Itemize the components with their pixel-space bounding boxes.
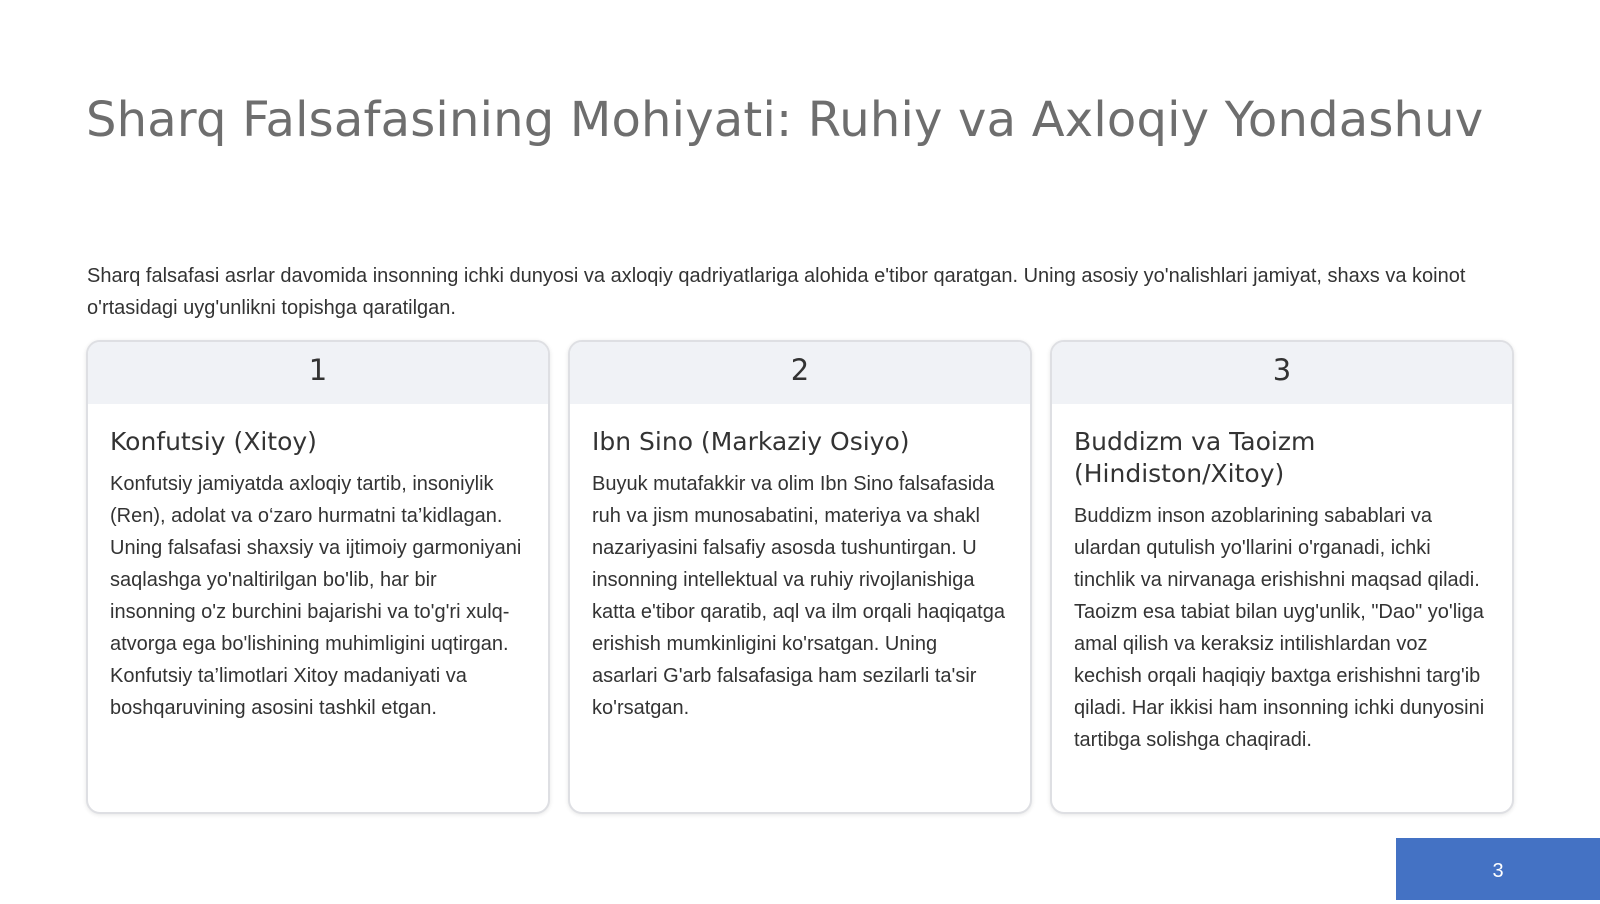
card-ibn-sino — [568, 340, 1032, 814]
card-body — [1052, 404, 1512, 756]
slide-title: Sharq Falsafasining Mohiyati: Ruhiy va Axloqiy Yondashuv — [86, 92, 1484, 148]
card-text: Konfutsiy jamiyatda axloqiy tartib, insoniylik (Ren), adolat va o‘zaro hurmatni ta’kidlagan. Uning falsafasi shaxsiy va ijtimoiy garmoniyani saqlashga yo'naltirilgan bo'lib, har bir insonning o'z burchini bajarishi va to'g'ri xulq-atvorga ega bo'lishining muhimligini uqtirgan. Konfutsiy ta’limotlari Xitoy madaniyati va boshqaruvining asosini tashkil etgan. — [110, 473, 522, 719]
card-title: Konfutsiy (Xitoy) — [110, 427, 317, 456]
card-number: 2 — [570, 342, 1030, 404]
card-row — [86, 340, 1514, 814]
card-title: Ibn Sino (Markaziy Osiyo) — [592, 427, 910, 456]
card-body — [570, 404, 1030, 724]
intro-paragraph: Sharq falsafasi asrlar davomida insonning ichki dunyosi va axloqiy qadriyatlariga alohida e'tibor qaratgan. Uning asosiy yo'nalishlari jamiyat, shaxs va koinot o'rtasidagi uyg'unlikni topishga qaratilgan. — [87, 265, 1466, 319]
page-number-badge: 3 — [1396, 838, 1600, 900]
card-number: 1 — [88, 342, 548, 404]
card-confucius — [86, 340, 550, 814]
card-buddhism-taoism — [1050, 340, 1514, 814]
card-title: Buddizm va Taoizm (Hindiston/Xitoy) — [1074, 427, 1316, 488]
card-text: Buyuk mutafakkir va olim Ibn Sino falsafasida ruh va jism munosabatini, materiya va shakl nazariyasini falsafiy asosda tushuntirgan. U insonning intellektual va ruhiy rivojlanishiga katta e'tibor qaratib, aql va ilm orqali haqiqatga erishish mumkinligini ko'rsatgan. Uning asarlari G'arb falsafasiga ham sezilarli ta'sir ko'rsatgan. — [592, 473, 1005, 719]
card-body — [88, 404, 548, 724]
card-number: 3 — [1052, 342, 1512, 404]
card-text: Buddizm inson azoblarining sabablari va ulardan qutulish yo'llarini o'rganadi, ichki tinchlik va nirvanaga erishishni maqsad qiladi. Taoizm esa tabiat bilan uyg'unlik, "Dao" yo'liga amal qilish va keraksiz intilishlardan voz kechish orqali haqiqiy baxtga erishishni targ'ib qiladi. Har ikkisi ham insonning ichki dunyosini tartibga solishga chaqiradi. — [1074, 505, 1485, 751]
